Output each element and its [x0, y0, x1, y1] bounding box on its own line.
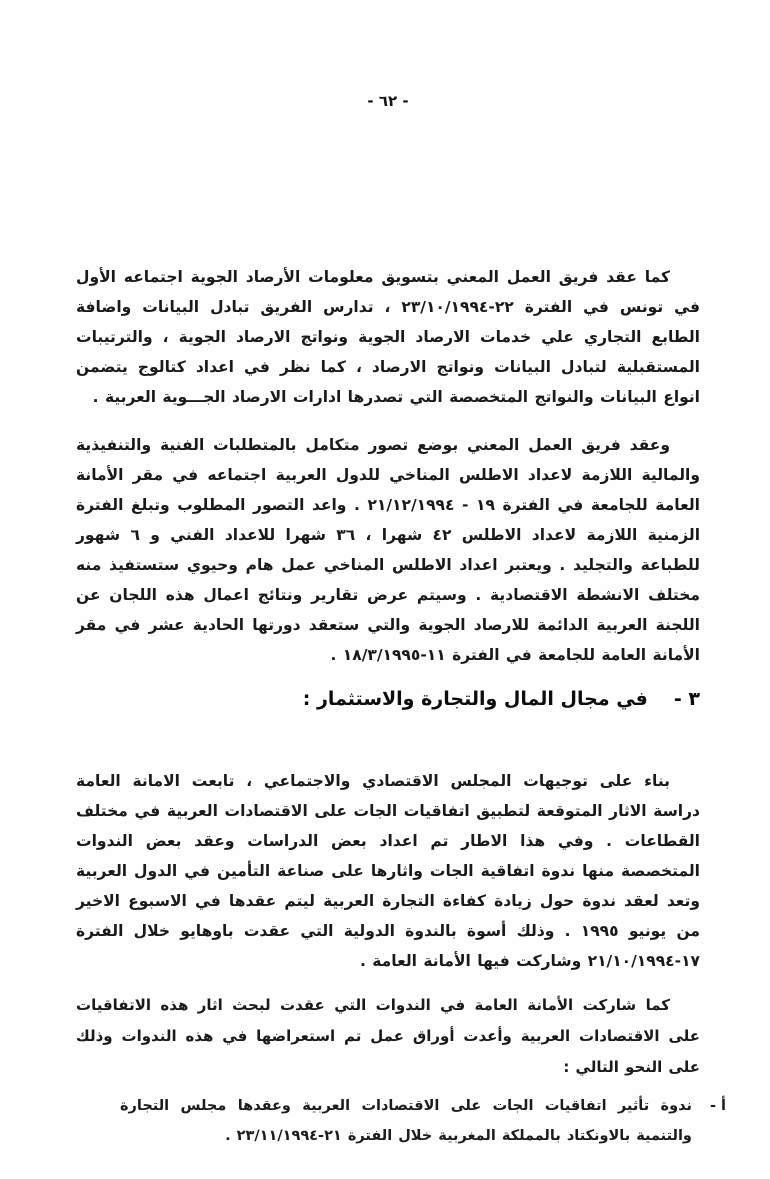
scanned-document-page	[0, 92, 770, 1179]
list-item-a-marker: أ -	[709, 1098, 726, 1114]
paragraph-seminars-participation: كما شاركت الأمانة العامة في الندوات التي عقدت لبحث اثار هذه الاتفاقيات على الاقتصادات العربية وأعدت أوراق عمل تم استعراضها في هذه الندوات وذلك على النحو التالي :	[76, 996, 700, 1076]
page-number: - ٦٢ -	[367, 92, 409, 110]
section-heading-finance-trade-investment	[76, 684, 700, 714]
list-item-a-text: ندوة تأثير اتفاقيات الجات على الاقتصادات العربية وعقدها مجلس التجارة والتنمية بالاونكتاد بالمملكة المغربية خلال الفترة ٢١-٢٣/١١/١٩٩٤ .	[120, 1098, 692, 1144]
paragraph-climatic-atlas-working-group: وعقد فريق العمل المعني بوضع تصور متكامل بالمتطلبات الفنية والتنفيذية والمالية اللازمة لاعداد الاطلس المناخي للدول العربية اجتماعه في مقر الأمانة العامة للجامعة في الفترة ١٩ - ٢١/١٢/١٩٩٤ . واعد التصور المطلوب وتبلغ الفترة الزمنية اللازمة لاعداد الاطلس ٤٢ شهرا ، ٣٦ شهرا للاعداد الفني و ٦ شهور للطباعة والتجليد . ويعتبر اعداد الاطلس المناخي عمل هام وحيوي ستستفيذ منه مختلف الانشطة الاقتصادية . وسيتم عرض تقارير ونتائج اعمال هذه اللجان عن اللجنة العربية الدائمة للارصاد الجوية والتي ستعقد دورتها الحادية عشر في مقر الأمانة العامة للجامعة في الفترة ١١-١٨/٣/١٩٩٥ .	[76, 436, 701, 664]
paragraph-gatt-agreements-followup: بناء على توجيهات المجلس الاقتصادي والاجتماعي ، تابعت الامانة العامة دراسة الاثار المتوقعة لتطبيق اتفاقيات الجات على الاقتصادات العربية في مختلف القطاعات . وفي هذا الاطار تم اعداد بعض الدراسات وعقد بعض الندوات المتخصصة منها ندوة اتفاقية الجات واثارها على صناعة التأمين في الدول العربية وتعد لعقد ندوة حول زيادة كفاءة التجارة العربية ليتم عقدها في الاسبوع الاخير من يونيو ١٩٩٥ . وذلك أسوة بالندوة الدولية التي عقدت باوهايو خلال الفترة ١٧-٢١/١٠/١٩٩٤ وشاركت فيها الأمانة العامة .	[76, 772, 700, 970]
list-item-a	[76, 1091, 726, 1151]
section-heading-number: ٣ -	[673, 688, 700, 710]
paragraph-meteorology-marketing-working-group: كما عقد فريق العمل المعني بتسويق معلومات الأرصاد الجوية اجتماعه الأول في تونس في الفترة ٢٢-٢٣/١٠/١٩٩٤ ، تدارس الفريق تبادل البيانات واضافة الطابع التجاري علي خدمات الارصاد الجوية ونواتج الارصاد الجوية ، والترتيبات المستقبلية لتبادل البيانات ونواتج الارصاد ، كما نظر في اعداد كتالوج يتضمن انواع البيانات والنواتج المتخصصة التي تصدرها ادارات الارصاد الجـــوية العربية .	[76, 268, 700, 406]
section-heading-title: في مجال المال والتجارة والاستثمار :	[302, 688, 648, 710]
